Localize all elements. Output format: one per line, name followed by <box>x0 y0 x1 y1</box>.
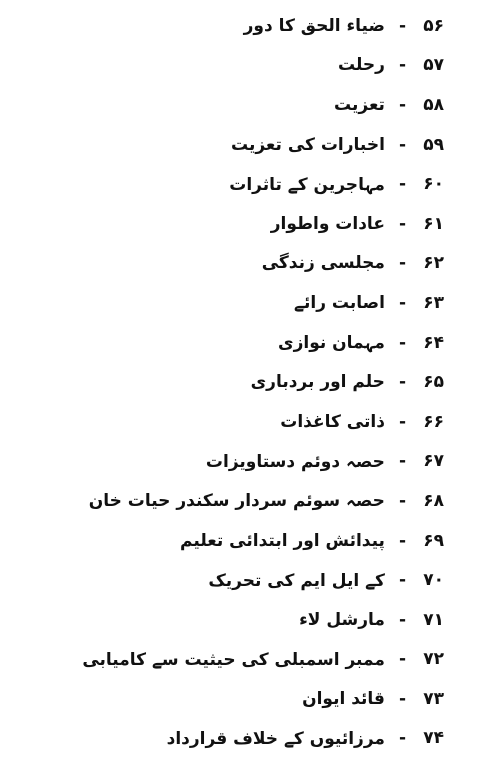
toc-separator: - <box>398 55 406 76</box>
toc-separator: - <box>398 174 406 195</box>
toc-entry <box>24 362 444 402</box>
toc-entry <box>24 6 444 46</box>
toc-separator: - <box>398 411 406 432</box>
toc-entry-number: ۵۷ <box>423 55 444 76</box>
toc-entry-number: ۶۴ <box>423 332 444 353</box>
toc-entry <box>24 640 444 680</box>
toc-entry <box>24 85 444 125</box>
toc-entry-title: مہمان نوازی <box>278 333 385 354</box>
toc-entry <box>24 125 444 165</box>
toc-entry-title: رحلت <box>337 55 385 76</box>
toc-entry-title: مارشل لاء <box>299 609 385 630</box>
toc-entry-title: اصابت رائے <box>294 293 385 314</box>
toc-separator: - <box>398 728 406 749</box>
toc-entry <box>24 46 444 86</box>
toc-separator: - <box>398 94 406 115</box>
toc-entry <box>24 679 444 719</box>
toc-entry-title: مرزائیوں کے خلاف قرارداد <box>166 728 385 749</box>
toc-entry-number: ۷۴ <box>423 728 444 749</box>
toc-entry-number: ۵۶ <box>423 15 444 36</box>
toc-separator: - <box>398 688 406 709</box>
toc-entry <box>24 204 444 244</box>
toc-separator: - <box>398 253 406 274</box>
toc-entry <box>24 283 444 323</box>
toc-entry <box>24 164 444 204</box>
toc-entry-title: حلم اور بردباری <box>250 372 385 393</box>
toc-entry <box>24 323 444 363</box>
toc-entry-number: ۶۵ <box>423 372 444 393</box>
toc-entry-title: حصہ سوئم سردار سکندر حیات خان <box>88 491 385 512</box>
toc-entry <box>24 719 444 759</box>
toc-entry <box>24 521 444 561</box>
toc-entry <box>24 560 444 600</box>
toc-separator: - <box>398 530 406 551</box>
toc-entry <box>24 481 444 521</box>
toc-entry-title: اخبارات کی تعزیت <box>230 134 385 155</box>
toc-entry-number: ۶۰ <box>423 174 444 195</box>
toc-entry-title: پیدائش اور ابتدائی تعلیم <box>180 530 385 551</box>
toc-separator: - <box>398 372 406 393</box>
toc-entry-number: ۶۱ <box>423 213 444 234</box>
toc-entry <box>24 442 444 482</box>
toc-entry-title: ضیاء الحق کا دور <box>243 15 385 36</box>
toc-separator: - <box>398 292 406 313</box>
toc-separator: - <box>398 332 406 353</box>
toc-entry <box>24 244 444 284</box>
toc-entry <box>24 402 444 442</box>
toc-separator: - <box>398 451 406 472</box>
toc-entry-number: ۶۸ <box>423 490 444 511</box>
toc-separator: - <box>398 213 406 234</box>
toc-entry-title: قائد ایوان <box>302 688 385 709</box>
toc-entry-number: ۶۶ <box>423 411 444 432</box>
toc-entry-title: مجلسی زندگی <box>261 253 385 274</box>
toc-separator: - <box>398 490 406 511</box>
toc-separator: - <box>398 134 406 155</box>
toc-entry-title: کے ایل ایم کی تحریک <box>208 570 385 591</box>
toc-entry-title: ذاتی کاغذات <box>280 411 385 432</box>
toc-entry-number: ۷۳ <box>423 688 444 709</box>
toc-entry-number: ۶۳ <box>423 292 444 313</box>
toc-separator: - <box>398 649 406 670</box>
toc-entry-title: حصہ دوئم دستاویزات <box>205 451 385 472</box>
toc-entry <box>24 600 444 640</box>
toc-entry-number: ۶۹ <box>423 530 444 551</box>
toc-separator: - <box>398 570 406 591</box>
toc-entry-title: مہاجرین کے تاثرات <box>229 174 385 195</box>
toc-entry-number: ۵۸ <box>423 94 444 115</box>
toc-separator: - <box>398 15 406 36</box>
toc-entry-number: ۵۹ <box>423 134 444 155</box>
toc-entry-number: ۶۷ <box>423 451 444 472</box>
toc-entry-number: ۷۰ <box>423 570 444 591</box>
toc-entry-number: ۷۱ <box>423 609 444 630</box>
table-of-contents <box>24 6 444 758</box>
toc-separator: - <box>398 609 406 630</box>
toc-entry-number: ۶۲ <box>423 253 444 274</box>
toc-entry-number: ۷۲ <box>423 649 444 670</box>
toc-entry-title: ممبر اسمبلی کی حیثیت سے کامیابی <box>82 649 385 670</box>
toc-entry-title: عادات واطوار <box>270 213 385 234</box>
toc-entry-title: تعزیت <box>334 94 385 115</box>
